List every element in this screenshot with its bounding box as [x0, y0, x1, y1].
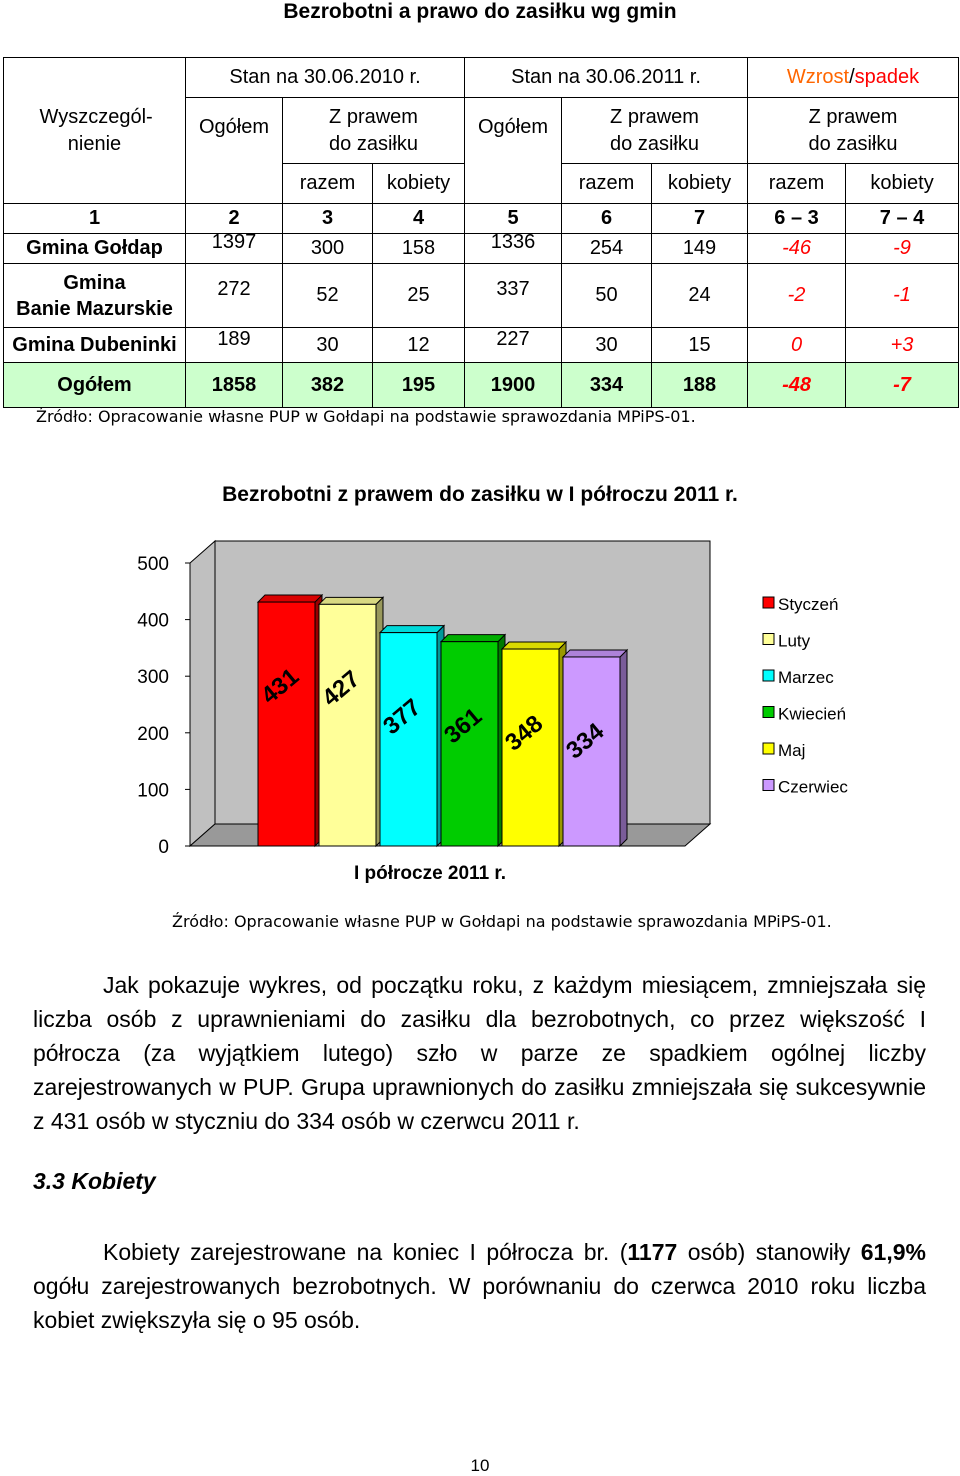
page-number: 10	[470, 1456, 490, 1475]
cell: -2	[748, 264, 846, 328]
total-row	[4, 363, 959, 408]
cell: 188	[652, 363, 748, 408]
cell: 30	[562, 328, 652, 363]
cell: 158	[373, 234, 465, 264]
chart-source-note: Źródło: Opracowanie własne PUP w Gołdapi na podstawie sprawozdania MPiPS-01.	[172, 912, 832, 931]
y-tick-label: 0	[158, 837, 169, 858]
cell: 15	[652, 328, 748, 363]
x-category-label: I półrocze 2011 r.	[353, 863, 507, 884]
header-wyszczegolnienie: Wyszczegól-nienie	[4, 58, 186, 204]
bar-data-label: 427	[317, 665, 366, 712]
bar-top	[319, 597, 383, 604]
bar-top	[502, 642, 566, 649]
cell: 272	[186, 264, 283, 328]
bar	[319, 604, 376, 846]
bar-data-label: 361	[439, 702, 488, 750]
bar-top	[441, 635, 505, 642]
col-number: 7 – 4	[846, 204, 959, 234]
table-title: Bezrobotni a prawo do zasiłku wg gmin	[283, 0, 677, 23]
table-row	[4, 328, 959, 363]
table-source-note: Źródło: Opracowanie własne PUP w Gołdapi na podstawie sprawozdania MPiPS-01.	[36, 407, 696, 426]
header-kobiety-2011: kobiety	[652, 164, 748, 204]
header-stan-2011: Stan na 30.06.2011 r.	[465, 58, 748, 98]
bar-data-label: 377	[378, 693, 427, 741]
cell: 0	[748, 328, 846, 363]
cell: 25	[373, 264, 465, 328]
legend-label: Kwiecień	[778, 704, 847, 724]
bar-top	[563, 650, 627, 657]
bar	[380, 633, 437, 846]
cell: 50	[562, 264, 652, 328]
cell: 12	[373, 328, 465, 363]
col-number: 2	[186, 204, 283, 234]
table-row	[4, 234, 959, 264]
col-number: 7	[652, 204, 748, 234]
cell: 1858	[186, 363, 283, 408]
legend-swatch	[763, 780, 774, 791]
y-tick-label: 200	[137, 723, 169, 745]
cell: 1900	[465, 363, 562, 408]
unemployment-table	[3, 57, 959, 408]
legend-swatch	[763, 597, 774, 608]
cell: 337	[465, 264, 562, 328]
cell: 189	[186, 328, 283, 363]
header-razem-2010: razem	[283, 164, 373, 204]
header-zprawem-2011: Z prawem do zasiłku	[562, 98, 748, 164]
cell: 300	[283, 234, 373, 264]
header-kobiety-change: kobiety	[846, 164, 959, 204]
cell: -7	[846, 363, 959, 408]
y-tick-label: 400	[137, 610, 169, 632]
bar-top	[380, 626, 444, 633]
legend-label: Styczeń	[778, 595, 839, 614]
cell: 1336	[465, 234, 562, 264]
cell: 30	[283, 328, 373, 363]
section-heading: 3.3 Kobiety	[33, 1168, 156, 1194]
chart-title: Bezrobotni z prawem do zasiłku w I półroczu 2011 r.	[222, 483, 738, 506]
legend-swatch	[763, 743, 774, 754]
row-label: Gmina Dubeninki	[4, 328, 186, 363]
cell: 149	[652, 234, 748, 264]
table-row	[4, 264, 959, 328]
legend-label: Czerwiec	[778, 777, 848, 797]
header-kobiety-2010: kobiety	[373, 164, 465, 204]
bar	[441, 642, 498, 846]
bar-data-label: 334	[561, 717, 610, 765]
col-number: 5	[465, 204, 562, 234]
col-number: 4	[373, 204, 465, 234]
col-number: 3	[283, 204, 373, 234]
bar-data-label: 348	[500, 710, 549, 757]
bar-chart	[0, 520, 960, 900]
legend-label: Luty	[778, 631, 811, 651]
header-razem-2011: razem	[562, 164, 652, 204]
col-number: 6 – 3	[748, 204, 846, 234]
header-zprawem-change: Z prawem do zasiłku	[748, 98, 959, 164]
bar	[258, 602, 315, 846]
row-label: Ogółem	[4, 363, 186, 408]
bar-top	[258, 595, 322, 602]
cell: 1397	[186, 234, 283, 264]
col-number: 1	[4, 204, 186, 234]
header-ogolem-2011: Ogółem	[465, 98, 562, 204]
cell: -46	[748, 234, 846, 264]
y-tick-label: 100	[137, 780, 169, 802]
legend-swatch	[763, 634, 774, 645]
cell: 195	[373, 363, 465, 408]
bar-data-label: 431	[256, 663, 305, 710]
header-zprawem-2010: Z prawem do zasiłku	[283, 98, 465, 164]
row-label: Gmina Gołdap	[4, 234, 186, 264]
header-ogolem-2010: Ogółem	[186, 98, 283, 204]
y-tick-label: 500	[137, 554, 169, 575]
legend-swatch	[763, 670, 774, 681]
cell: 334	[562, 363, 652, 408]
bar-side	[620, 650, 627, 846]
paragraph-2: Kobiety zarejestrowane na koniec I półrocza br. (1177 osób) stanowiły 61,9% ogółu zarejestrowanych bezrobotnych. W porównaniu do czerwca 2010 roku liczba kobiet zwiększyła się o 95 osób.	[33, 1239, 926, 1333]
cell: 227	[465, 328, 562, 363]
header-wzrost-spadek: Wzrost/spadek	[748, 58, 959, 98]
legend-swatch	[763, 707, 774, 718]
y-tick-label: 300	[137, 667, 169, 689]
paragraph-1: Jak pokazuje wykres, od początku roku, z każdym miesiącem, zmniejszała się liczba osób z uprawnieniami do zasiłku dla bezrobotnych, co przez większość I półrocza (za wyjątkiem lutego) szło w parze ze spadkiem ogólnej liczby zarejestrowanych w PUP. Grupa uprawnionych do zasiłku zmniejszała się sukcesywnie z 431 osób w styczniu do 334 osób w czerwcu 2011 r.	[33, 972, 926, 1134]
cell: 382	[283, 363, 373, 408]
cell: +3	[846, 328, 959, 363]
legend-label: Maj	[778, 741, 806, 760]
legend-label: Marzec	[778, 668, 834, 687]
cell: 52	[283, 264, 373, 328]
header-razem-change: razem	[748, 164, 846, 204]
cell: 254	[562, 234, 652, 264]
col-number: 6	[562, 204, 652, 234]
cell: 24	[652, 264, 748, 328]
cell: -1	[846, 264, 959, 328]
cell: -48	[748, 363, 846, 408]
row-label: Gmina Banie Mazurskie	[4, 264, 186, 328]
chart-side-wall	[190, 541, 215, 846]
header-stan-2010: Stan na 30.06.2010 r.	[186, 58, 465, 98]
column-number-row	[4, 204, 959, 234]
cell: -9	[846, 234, 959, 264]
